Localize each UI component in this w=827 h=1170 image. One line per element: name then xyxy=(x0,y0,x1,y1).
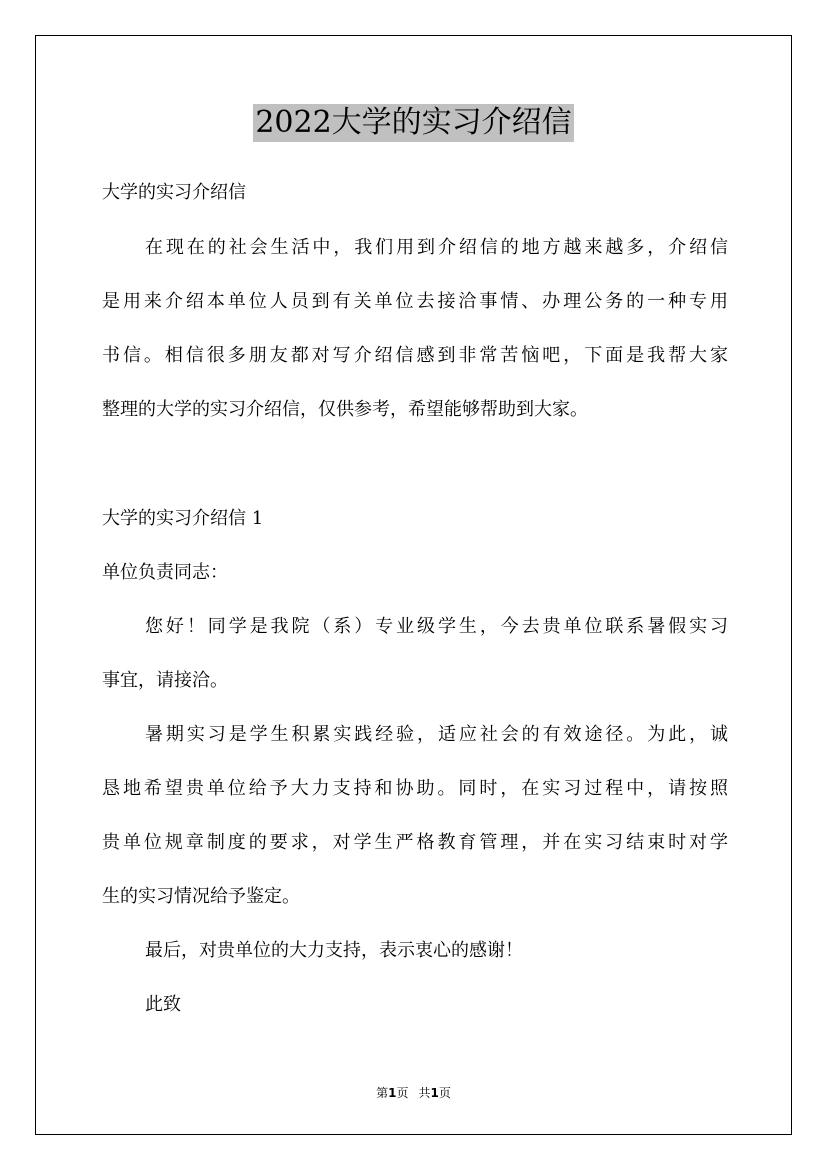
para3: 最后，对贵单位的大力支持，表示衷心的感谢！ xyxy=(145,940,523,961)
subtitle: 大学的实习介绍信 xyxy=(102,182,246,203)
salutation: 单位负责同志： xyxy=(102,562,228,583)
footer-page-total: 1 xyxy=(430,1086,439,1100)
para1-line-1: 您好！同学是我院（系）专业级学生，今去贵单位联系暑假实习 xyxy=(145,616,728,637)
para2-line-4: 生的实习情况给予鉴定。 xyxy=(102,886,300,907)
footer-page-current: 1 xyxy=(388,1086,397,1100)
document-title: 2022大学的实习介绍信 xyxy=(255,105,572,140)
para2-line-2: 恳地希望贵单位给予大力支持和协助。同时，在实习过程中，请按照 xyxy=(102,778,728,799)
closing: 此致 xyxy=(145,994,181,1015)
para1-line-2: 事宜，请接洽。 xyxy=(102,670,228,691)
intro-line-3: 书信。相信很多朋友都对写介绍信感到非常苦恼吧，下面是我帮大家 xyxy=(102,345,728,366)
footer-page-prefix: 第 xyxy=(376,1086,389,1100)
para2-line-3: 贵单位规章制度的要求，对学生严格教育管理，并在实习结束时对学 xyxy=(102,832,728,853)
para2-line-1: 暑期实习是学生积累实践经验，适应社会的有效途径。为此，诚 xyxy=(145,724,728,745)
page-footer xyxy=(0,1085,827,1101)
footer-page-mid: 页 xyxy=(396,1086,409,1100)
section-heading: 大学的实习介绍信 1 xyxy=(102,508,264,529)
title-container xyxy=(0,104,827,142)
intro-line-1: 在现在的社会生活中，我们用到介绍信的地方越来越多，介绍信 xyxy=(145,237,728,258)
intro-line-2: 是用来介绍本单位人员到有关单位去接洽事情、办理公务的一种专用 xyxy=(102,291,728,312)
footer-total-prefix: 共 xyxy=(418,1086,431,1100)
intro-line-4: 整理的大学的实习介绍信，仅供参考，希望能够帮助到大家。 xyxy=(102,399,588,420)
footer-total-suffix: 页 xyxy=(438,1086,451,1100)
